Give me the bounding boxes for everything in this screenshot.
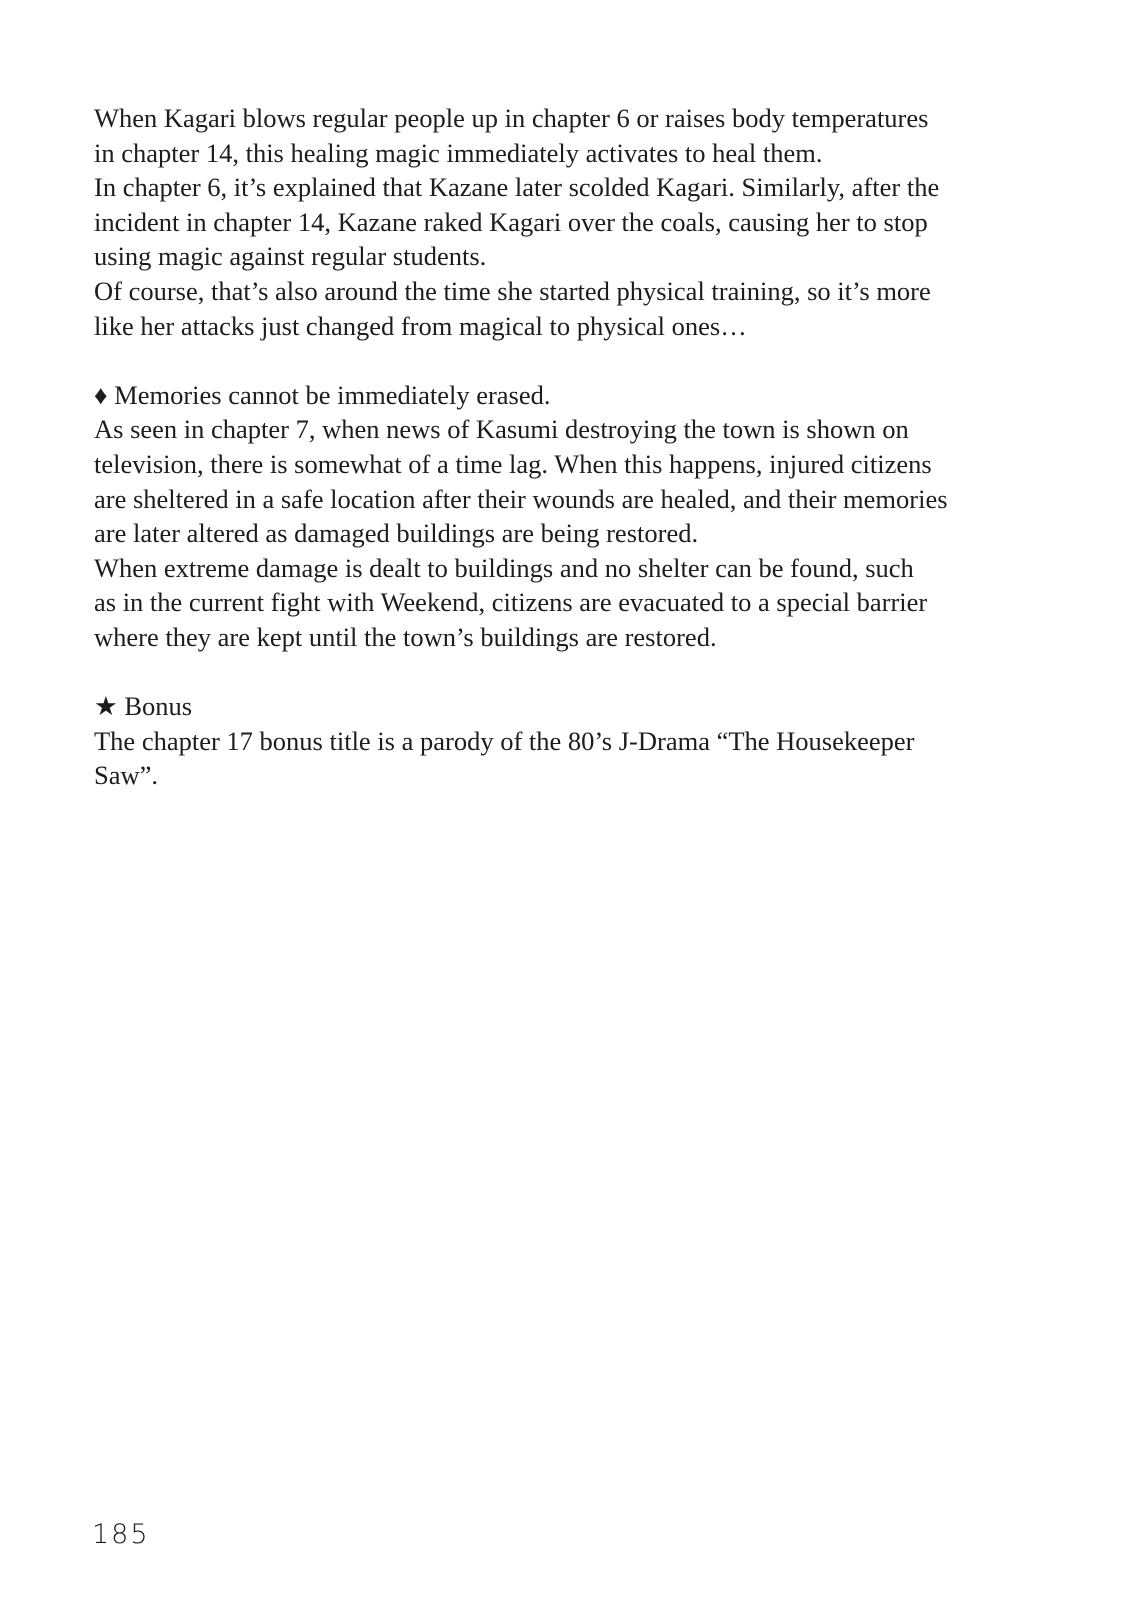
paragraph-line: using magic against regular students. [94, 241, 487, 272]
section-heading-bonus: ★ Bonus [94, 691, 193, 722]
paragraph-line: incident in chapter 14, Kazane raked Kagari over the coals, causing her to stop [94, 206, 928, 237]
paragraph-gap [94, 343, 1054, 378]
paragraph-line: television, there is somewhat of a time lag. When this happens, injured citizens [94, 448, 932, 479]
paragraph-line: When extreme damage is dealt to buildings and no shelter can be found, such [94, 552, 914, 583]
page-number: 185 [92, 1519, 150, 1550]
paragraph-line: in chapter 14, this healing magic immediately activates to heal them. [94, 137, 823, 168]
paragraph-line: like her attacks just changed from magical to physical ones… [94, 310, 747, 341]
paragraph-line: When Kagari blows regular people up in chapter 6 or raises body temperatures [94, 103, 929, 133]
paragraph-line: as in the current fight with Weekend, citizens are evacuated to a special barrier [94, 587, 928, 618]
paragraph-line: where they are kept until the town’s buildings are restored. [94, 621, 717, 652]
paragraph-line: Of course, that’s also around the time she started physical training, so it’s more [94, 275, 931, 306]
body-text [94, 101, 1054, 793]
paragraph-line: are later altered as damaged buildings are being restored. [94, 518, 699, 549]
section-heading-memories: ♦ Memories cannot be immediately erased. [94, 379, 551, 410]
paragraph-line: The chapter 17 bonus title is a parody of the 80’s J-Drama “The Housekeeper [94, 725, 915, 756]
paragraph-line: Saw”. [94, 760, 159, 791]
paragraph-line: In chapter 6, it’s explained that Kazane later scolded Kagari. Similarly, after the [94, 172, 940, 203]
paragraph-line: are sheltered in a safe location after their wounds are healed, and their memories [94, 483, 948, 514]
paragraph-gap [94, 655, 1054, 690]
paragraph-line: As seen in chapter 7, when news of Kasumi destroying the town is shown on [94, 414, 909, 445]
